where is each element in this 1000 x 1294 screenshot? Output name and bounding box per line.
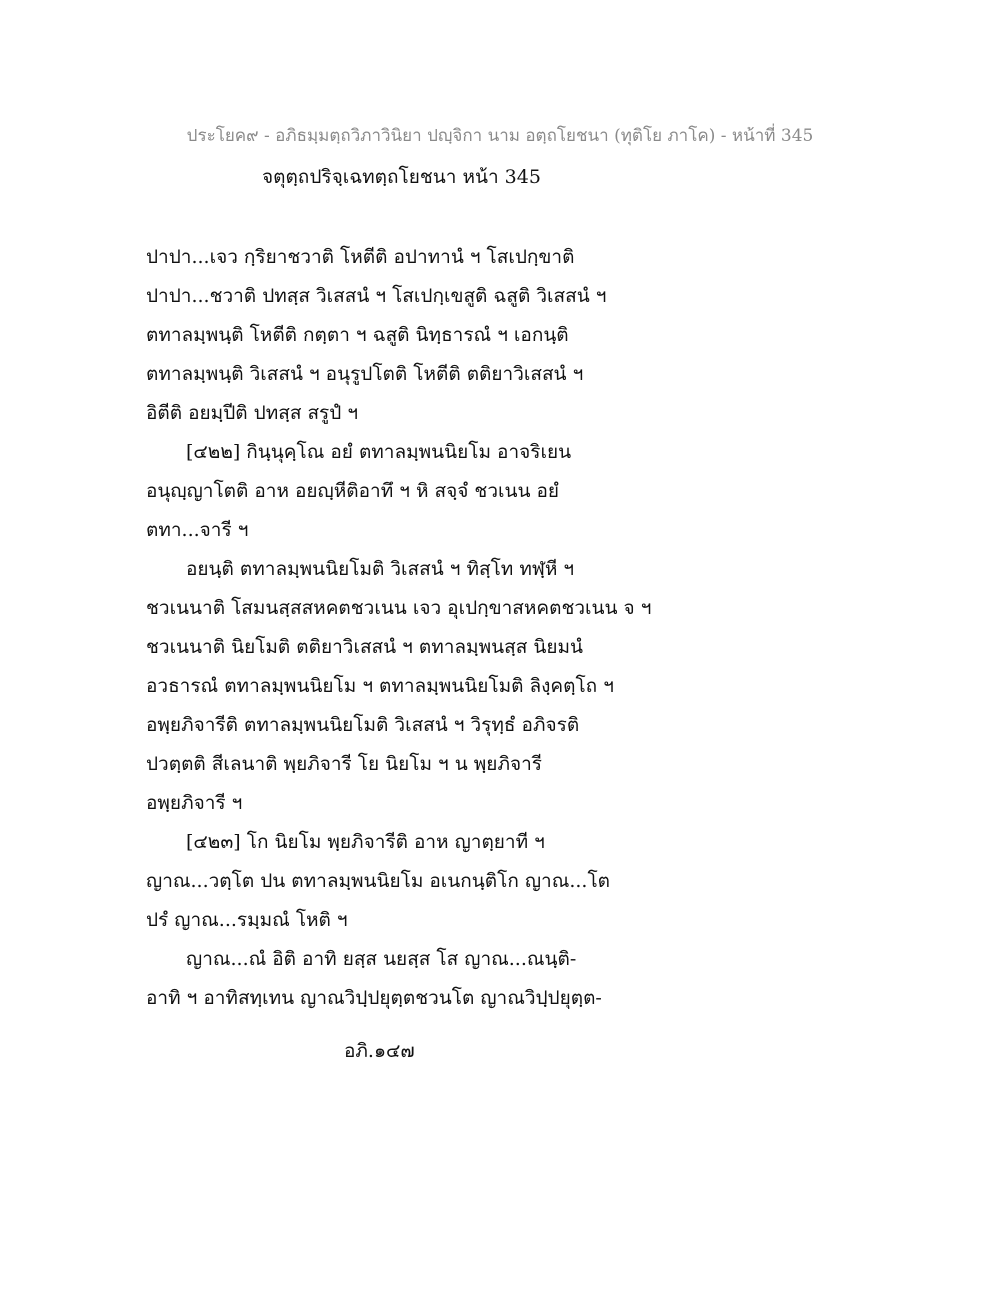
text-line: อพฺยภิจารีติ ตทาลมฺพนนิยโมติ วิเสสนํ ฯ วิรุทฺธํ อภิจรติ xyxy=(146,714,580,736)
text-line: ชวเนนาติ โสมนสฺสสหคตชวเนน เจว อุเปกฺขาสหคตชวเนน จ ฯ xyxy=(146,597,652,619)
text-line: ปวตฺตติ สีเลนาติ พฺยภิจารี โย นิยโม ฯ น พฺยภิจารี xyxy=(146,753,542,775)
paragraph-start-line: [๔๒๓] โก นิยโม พฺยภิจารีติ อาห ญาตฺยาที ฯ xyxy=(186,831,545,853)
text-line: ตทา...จารี ฯ xyxy=(146,519,249,541)
paragraph-start-line: อยนฺติ ตทาลมฺพนนิยโมติ วิเสสนํ ฯ ทิสฺโท ทฬฺหี ฯ xyxy=(186,558,575,580)
paragraph-start-line: [๔๒๒] กินฺนุคฺโณ อยํ ตทาลมฺพนนิยโม อาจริเยน xyxy=(186,441,572,463)
text-line: อิตีติ อยมฺปีติ ปทสฺส สรูปํ ฯ xyxy=(146,402,359,424)
text-line: ตทาลมฺพนฺติ โหตีติ กตฺตา ฯ ฉสูติ นิทฺธารณํ ฯ เอกนฺติ xyxy=(146,324,569,346)
section-title: จตุตฺถปริจฺเฉทตฺถโยชนา หน้า 345 xyxy=(262,166,541,188)
paragraph-start-line: ญาณ...ณํ อิติ อาทิ ยสฺส นยสฺส โส ญาณ...ณนฺติ- xyxy=(186,948,577,970)
text-line: ปาปา...เจว กฺริยาชวาติ โหตีติ อปาทานํ ฯ โสเปกฺขาติ xyxy=(146,246,575,268)
text-line: อนุญฺญาโตติ อาห อยญฺหีติอาทึ ฯ หิ สจฺจํ ชวเนน อยํ xyxy=(146,480,560,502)
page-marker: อภิ.๑๔๗ xyxy=(344,1040,415,1062)
text-line: ชวเนนาติ นิยโมติ ตติยาวิเสสนํ ฯ ตทาลมฺพนสฺส นิยมนํ xyxy=(146,636,583,658)
text-line: ปรํ ญาณ...รมฺมณํ โหติ ฯ xyxy=(146,909,348,931)
text-line: ปาปา...ชวาติ ปทสฺส วิเสสนํ ฯ โสเปกฺเขสูติ ฉสูติ วิเสสนํ ฯ xyxy=(146,285,607,307)
text-line: อวธารณํ ตทาลมฺพนนิยโม ฯ ตทาลมฺพนนิยโมติ ลิงฺคตฺโถ ฯ xyxy=(146,675,614,697)
text-line: ตทาลมฺพนฺติ วิเสสนํ ฯ อนุรูปโตติ โหตีติ ตติยาวิเสสนํ ฯ xyxy=(146,363,584,385)
running-header: ประโยค๙ - อภิธมฺมตฺถวิภาวินิยา ปญฺจิกา นาม อตฺถโยชนา (ทุติโย ภาโค) - หน้าที่ 345 xyxy=(186,126,814,146)
text-line: ญาณ...วตฺโต ปน ตทาลมฺพนนิยโม อเนกนฺติโก ญาณ...โต xyxy=(146,870,611,892)
body-text xyxy=(146,238,866,1018)
text-line: อาทิ ฯ อาทิสทฺเทน ญาณวิปฺปยุตฺตชวนโต ญาณวิปฺปยุตฺต- xyxy=(146,987,602,1009)
text-line: อพฺยภิจารี ฯ xyxy=(146,792,243,814)
